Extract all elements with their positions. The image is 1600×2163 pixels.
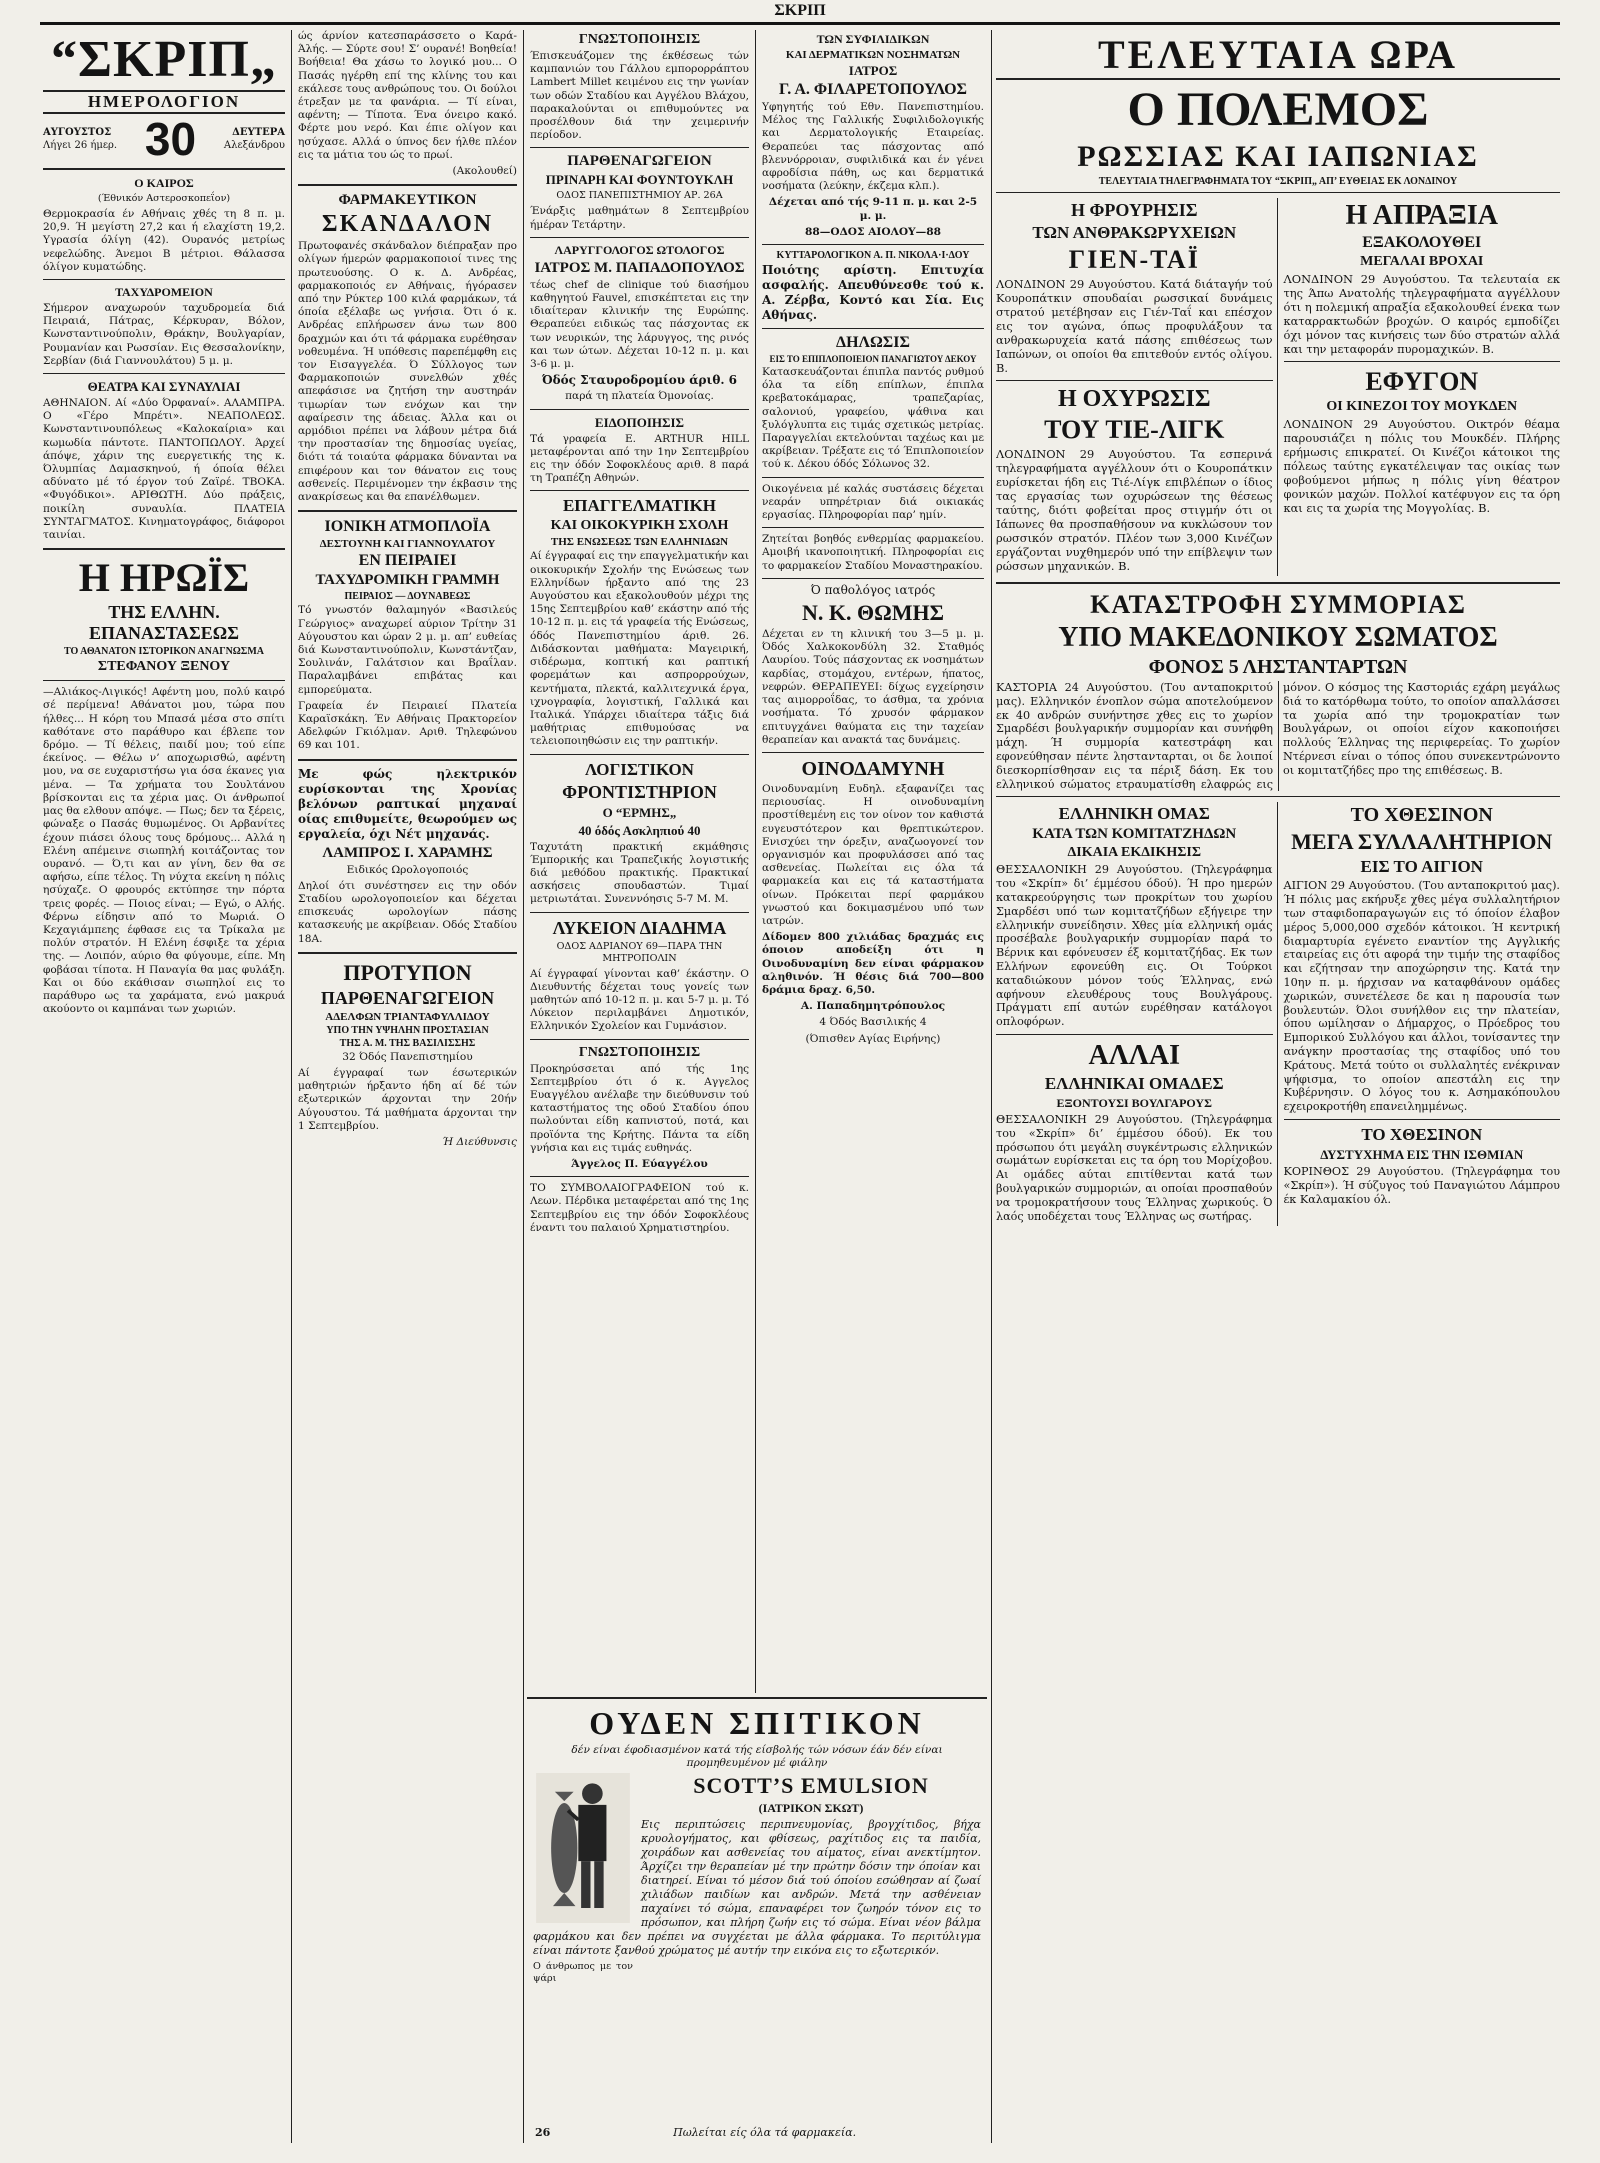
accounting-address: 40 όδός Ασκληπιού 40 <box>578 822 701 838</box>
column-5-news <box>996 30 1560 2143</box>
ent-address: Όδός Σταυροδρομίου άριθ. 6 <box>541 373 738 388</box>
pharmacy-assistant-ad: Ζητείται βοηθός ενθερμίας φαρμακείου. Αμοιβή ικανοποιητική. Πληροφορίαι εις το φαρμακείον Σταδίου Μοναστηρακίου. <box>762 533 984 572</box>
cytology-text: Ποιότης αρίστη. Επιτυχία ασφαλής. Απευθύνεσθε τού κ. Α. Ζέρβα, Κοντό και Σία. Εις Αθήνας. <box>762 263 984 323</box>
column-divider <box>523 30 524 2143</box>
serial-kicker: ΤΟ ΑΘΑΝΑΤΟΝ ΙΣΤΟΡΙΚΟΝ ΑΝΑΓΝΩΣΜΑ <box>63 646 265 658</box>
wine-tonic-address-note: (Όπισθεν Αγίας Ειρήνης) <box>805 1032 941 1045</box>
wine-tonic-offer: Δίδομεν 800 χιλιάδας δραχμάς εις όποιον αποδείξη ότι η Οινοδυναμίνη δεν είναι φάρμακον αληθινόν. Ή θέσις διά 700—800 δράμια δραχ. 6,50. <box>762 931 984 996</box>
lyceum-title: ΛΥΚΕΙΟΝ ΔΙΑΔΗΜΑ <box>552 917 727 938</box>
shipping-contact: Γραφεία έν Πειραιεί Πλατεία Καραϊσκάκη. Έν Αθήναις Πρακτορείον Αδελφών Γκιόλμαν. Αριθ. Τηλεφώνου 69 και 101. <box>298 699 517 752</box>
dermatology-address: 88—ΟΔΟΣ ΑΙΟΛΟΥ—88 <box>805 225 941 238</box>
gang-text: ΚΑΣΤΟΡΙΑ 24 Αυγούστου. (Του ανταποκριτού μας). Ελληνικόν ένοπλον σώμα αποτελούμενον εκ 40 ανδρών συνήντησε χθες εις το χωρίον Σμαρδέσι βουλγαρικήν συμμορίαν και συνήφθη μάχη. Ή συμμορία κατεστράφη και εφονεύθησαν πέντε ληστανταρται, οι δε λοιποί διεσκορπίσθησαν εις τα πέριξ δάση. Εκ του ελληνικού σώματος ετραυματίσθη ελαφρώς εις μόνον. Ο κόσμος της Καστοριάς εχάρη μεγάλως διά το κατόρθωμα τούτο, το οποίον απαλλάσσει τα χωρία από την τρομοκρατίαν των Βουλγάρων, οι οποίοι είχον κακοποιήσει πολλούς Έλληνας της περιφερείας. Το χωρίον Ντέρνεσι είναι ο τόπος όπου συνεκεντρώνοντο οι κομιτατζήδες προ της επιθέσεως. Β. <box>996 681 1560 791</box>
top-rule <box>40 22 1560 25</box>
other-bands-kicker: ΕΞΟΝΤΟΥΣΙ ΒΟΥΛΓΑΡΟΥΣ <box>1056 1095 1212 1110</box>
serial-continued-note: (Ακολουθεί) <box>452 165 517 178</box>
sewing-ad: Με φώς ηλεκτρικόν ευρίσκονται της Χρονίας βελόνων ραπτικαί μηχαναί οίας επιθυμείτε, θεωρούμεν ως εργαλεία, όχι Νέτ μηχανάς. <box>298 766 517 841</box>
ad-footer-text: Πωλείται είς όλα τά φαρμακεία. <box>673 2126 857 2139</box>
second-notice-title: ΓΝΩΣΤΟΠΟΙΗΣΙΣ <box>578 1044 701 1060</box>
gang-title: ΚΑΤΑΣΤΡΟΦΗ ΣΥΜΜΟΡΙΑΣ <box>1090 590 1466 619</box>
war-kicker: ΤΕΛΕΥΤΑΙΑ ΤΗΛΕΓΡΑΦΗΜΑΤΑ ΤΟΥ “ΣΚΡΙΠ„ ΑΠ’ ΕΥΘΕΙΑΣ ΕΚ ΛΟΝΔΙΝΟΥ <box>1098 176 1458 187</box>
running-head: ΣΚΡΙΠ <box>774 2 826 19</box>
pathologist-name: Ν. Κ. ΘΩΜΗΣ <box>802 600 944 626</box>
column-divider <box>755 30 756 1693</box>
lyceum-text: Αί έγγραφαί γίνονται καθ’ έκάστην. Ο Διευθυντής δέχεται τους γονείς των μαθητών από 10-12 π. μ. και 5-7 μ. μ. Τό Λύκειον περιλαμβάνει Δημοτικόν, Ελληνικόν Σχολείον και Γυμνάσιον. <box>530 967 749 1033</box>
vocational-school-text: Αί έγγραφαί εις την επαγγελματικήν και οικοκυρικήν Σχολήν της Ενώσεως των Ελληνίδων ήρξαντο από της 23 Αυγούστου και εξακολουθούν μέχρι της 15ης Σεπτεμβρίου καθ’ εκάστην από τής 10-12 π. μ. εις τά γραφεία τής Ενώσεως, όδός Πανεπιστημίου άριθ. 26. Διδάσκονται μαθήματα: Μαγειρική, σιδέρωμα, κοπτική και ραπτική φορεμάτων και ασπρορρούχων, κεντήματα, πλεκτά, καλλιτεχνικά έργα, ιχνογραφία, λογιστική, Γαλλικά και Ιταλικά. Υπάρχει ιδιαίτερα τάξις διά μαθήτριας επιθυμούσας να τελειοποιηθώσιν εις την ραπτικήν. <box>530 550 749 748</box>
column-divider <box>291 30 292 2143</box>
cytology-title: ΚΥΤΤΑΡΟΛΟΓΙΚΟΝ Α. Π. ΝΙΚΟΛΑ·Ι·ΔΟΥ <box>776 250 970 262</box>
shipping-line: ΤΑΧΥΔΡΟΜΙΚΗ ΓΡΑΜΜΗ <box>315 572 500 589</box>
calendar-month: ΑΥΓΟΥΣΤΟΣ <box>43 127 112 138</box>
post-text: Σήμερον αναχωρούν ταχυδρομεία διά Πειραιά, Πάτρας, Κέρκυραν, Βόλον, Κωνσταντινούπολιν, Θράκην, Βουλγαρίαν, Ρουμανίαν και Ρωσσίαν. Εις Θεσσαλονίκην, Σερβίαν (διά Γιαννουλάτου) 5 μ. μ. <box>43 302 285 367</box>
ent-title: ΛΑΡΥΓΓΟΛΟΓΟΣ ΩΤΟΛΟΓΟΣ <box>554 242 725 257</box>
dermatology-title: ΤΩΝ ΣΥΦΙΛΙΔΙΚΩΝ <box>816 32 930 46</box>
pharmacy-headline: ΣΚΑΝΔΑΛΟΝ <box>321 211 494 238</box>
other-bands-subtitle: ΕΛΛΗΝΙΚΑΙ ΟΜΑΔΕΣ <box>1044 1073 1224 1093</box>
post-title: ΤΑΧΥΔΡΟΜΕΙΟΝ <box>115 285 213 300</box>
pathologist-role: Ό παθολόγος ιατρός <box>810 582 936 597</box>
column-4 <box>759 30 987 1693</box>
inaction-title: Η ΑΠΡΑΞΙΑ <box>1345 200 1499 231</box>
vocational-school-union: ΤΗΣ ΕΝΩΣΕΩΣ ΤΩΝ ΕΛΛΗΝΙΔΩΝ <box>550 536 729 549</box>
calendar-saint: Αλεξάνδρου <box>223 140 285 151</box>
ad-footer-number: 26 <box>535 2126 551 2139</box>
lyceum-address: ΟΔΟΣ ΑΔΡΙΑΝΟΥ 69—ΠΑΡΑ ΤΗΝ ΜΗΤΡΟΠΟΛΙΝ <box>556 940 723 964</box>
serial-continued-text: ώς άρνίον κατεσπαράσσετο ο Καρά-Άλής. — Σύρτε σου! Σ’ ουρανέ! Βοηθεία! Βοήθεια! Θα χάσω το λογικό μου... Ο Πασάς ηγέρθη επί της κλίνης του και εκάλεσε τους ανθρώπους του. Οι δούλοι έτρεξαν με τα φανάρια. — Τί είναι, αφέντη; — Τίποτα. Ένα όνειρο κακό. Φέρτε μου νερό. Και έπιε ολίγον και ησύχασε. Αλλά ο ύπνος δεν ήλθε πλέον εις τα μάτια του ώς το πρωί. <box>298 30 517 161</box>
watchmaker-name: ΛΑΜΠΡΟΣ Ι. ΧΑΡΑΜΗΣ <box>322 844 493 861</box>
accident-subtitle: ΔΥΣΤΥΧΗΜΑ ΕΙΣ ΤΗΝ ΙΣΘΜΙΑΝ <box>1320 1146 1524 1162</box>
news-notice-title: ΕΙΔΟΠΟΙΗΣΙΣ <box>594 414 685 430</box>
vocational-school-subtitle: ΚΑΙ ΟΙΚΟΚΥΡΙΚΗ ΣΧΟΛΗ <box>550 518 729 534</box>
accident-title: ΤΟ ΧΘΕΣΙΝΟΝ <box>1361 1124 1483 1144</box>
rally-subtitle: ΜΕΓΑ ΣΥΛΛΑΛΗΤΗΡΙΟΝ <box>1291 829 1553 855</box>
greek-band-kicker: ΔΙΚΑΙΑ ΕΚΔΙΚΗΣΙΣ <box>1067 845 1201 861</box>
war-subheadline: ΡΩΣΣΙΑΣ ΚΑΙ ΙΑΠΩΝΙΑΣ <box>1077 140 1479 173</box>
dermatology-doctor-name: Γ. Α. ΦΙΛΑΡΕΤΟΠΟΥΛΟΣ <box>778 81 968 98</box>
wine-tonic-address: 4 Όδός Βασιλικής 4 <box>819 1016 927 1029</box>
notice-text: Έπισκευάζομεν της έκθέσεως τών καμπανιών του Γάλλου εμπορορράπτου Lambert Millet κειμένου εις την γωνίαν των οδών Σταδίου και Αγγέλου Βλάχου, παρακαλούνται οι επιθυμούντες να προσέλθουν διά την χειμερινήν περίοδον. <box>530 50 749 142</box>
coal-mines-place: ΓΙΕΝ-ΤΑΪ <box>1068 245 1200 274</box>
scotts-emulsion-ad <box>527 1697 987 2145</box>
ent-doctor-name: ΙΑΤΡΟΣ Μ. ΠΑΠΑΔΟΠΟΥΛΟΣ <box>534 259 745 276</box>
greek-band-title: ΕΛΛΗΝΙΚΗ ΟΜΑΣ <box>1058 804 1210 824</box>
maid-wanted-ad: Οικογένεια μέ καλάς συστάσεις δέχεται νεαράν υπηρέτριαν διά οικιακάς εργασίας. Πληροφορίαι παρ’ ημίν. <box>762 482 984 522</box>
notice-title: ΓΝΩΣΤΟΠΟΙΗΣΙΣ <box>578 32 701 47</box>
weather-title: Ο ΚΑΙΡΟΣ <box>134 176 194 190</box>
coal-mines-subtitle: ΤΩΝ ΑΝΘΡΑΚΩΡΥΧΕΙΩΝ <box>1032 223 1237 242</box>
shipping-location: ΕΝ ΠΕΙΡΑΙΕΙ <box>358 552 457 570</box>
school-signature: Ή Διεύθυνσις <box>442 1135 517 1148</box>
paper-logo: “ΣΚΡΙΠ„ <box>51 31 277 88</box>
inaction-subtitle: ΕΞΑΚΟΛΟΥΘΕΙ <box>1362 234 1482 251</box>
pathologist-text: Δέχεται εν τη κλινική του 3—5 μ. μ. Όδός Χαλκοκονδύλη 32. Σταθμός Λαυρίου. Τούς πάσχοντας εκ νοσημάτων καρδίας, στομάχου, εντέρων, ήπατος, νεφρών. ΘΕΡΑΠΕΥΕΙ: δίχως εγχείρησιν τας αιμορροΐδας, το άσθμα, τα χρόνια νοσήματα. Τό χρυσόν φάρμακον επιτυγχάνει θαύματα εις την ταχείαν θεραπείαν και ανακτά τας δυνάμεις. <box>762 628 984 746</box>
furniture-text: Κατασκευάζονται έπιπλα παντός ρυθμού όλα τα είδη επίπλων, έπιπλα κρεβατοκάμαρας, τραπεζαρίας, σαλονιού, γραφείου, ψάθινα και ξυλόγλυπτα εις τιμάς σχετικώς μετρίας. Παραγγελίαι εκτελούνται ταχέως και με ακρίβειαν. Τρέξατε εις τό Έπιπλοποιείον τού κ. Δέκου όδός Σόλωνος 32. <box>762 366 984 471</box>
accounting-title: ΛΟΓΙΣΤΙΚΟΝ <box>585 759 694 779</box>
column-2 <box>295 30 520 2143</box>
pharmacy-text: Πρωτοφανές σκάνδαλον διέπραξαν προ ολίγων ήμερών φαρμακοποιοί τινες της πρωτευούσης. Ο κ. Δ. Ανδρέας, φαρμακοποιός εν Αθήναις, ήγόρασεν από την Ρύκτερ 100 κιλά φαρμάκων, τά όποία εξέλαβε ως γνήσια. Ότι ό κ. Ανδρέας επλήρωσεν άνω των 800 δραχμών και ότι τά φάρμακα ευρέθησαν νοθευμένα. Ή υπόθεσις παρεπέμφθη εις τον Εισαγγελέα. Ό Σύλλογος των Φαρμακοποιών συνελθών χθές απεφάσισε να ζητήση την αυστηράν τιμωρίαν των ενόχων και την αφαίρεσιν της άδειας. Άλλα και οι αρμόδιοι πρέπει να λάβουν μέτρα διά την προστασίαν της δημοσίας υγείας, διότι τά τοιαύτα φάρμακα δύνανται να επιφέρουν και τον θάνατον εις τους ασθενείς. Περιμένομεν την έκβασιν της ανακρίσεως και θα επανέλθωμεν. <box>298 240 517 504</box>
dermatology-text: Υφηγητής τού Εθν. Πανεπιστημίου. Μέλος της Γαλλικής Συφιλιδολογικής και Δερματολογικής Εταιρείας. Θεραπεύει τας πάσχοντας από βλεννόρροιαν, συφιλιδικά και έν γένει αφροδίσια πάθη, ως και δερματικά νοσήματα (λεύκην, έκζεμα κλπ.). <box>762 101 984 193</box>
war-headline: Ο ΠΟΛΕΜΟΣ <box>1127 83 1429 136</box>
weather-source: (Έθνικόν Αστεροσκοπεΐον) <box>97 193 231 204</box>
ad-illustration-caption: Ο άνθρωπος με τον ψάρι <box>533 1961 633 1985</box>
ad-brand: SCOTT’S EMULSION <box>693 1773 929 1799</box>
dermatology-role: ΙΑΤΡΟΣ <box>848 63 898 78</box>
serial-title: Η ΗΡΩΪΣ <box>78 555 250 601</box>
wine-tonic-title: ΟΙΝΟΔΑΜΥΝΗ <box>801 757 945 780</box>
theatre-title: ΘΕΑΤΡΑ ΚΑΙ ΣΥΝΑΥΛΙΑΙ <box>87 379 241 395</box>
fisherman-illustration <box>533 1773 633 1923</box>
inaction-text: ΛΟΝΔΙΝΟΝ 29 Αυγούστου. Τα τελευταία εκ της Άπω Ανατολής τηλεγραφήματα αγγέλλουν ότι η πολεμική απραξία εξακολουθεί ένεκα των καταρρακτωδών βροχών. Ο καιρός εμποδίζει όχι μόνον τας κινήσεις των δύο στρατών αλλά και την μεταφοράν πυρομαχικών. Β. <box>1283 272 1560 356</box>
serial-subtitle: ΤΗΣ ΕΛΛΗΝ. ΕΠΑΝΑΣΤΑΣΕΩΣ <box>89 602 239 644</box>
fled-text: ΛΟΝΔΙΝΟΝ 29 Αυγούστου. Οικτρόν θέαμα παρουσιάζει η πόλις του Μουκδέν. Πλήρης ερήμωσις επικρατεί. Οι Κινέζοι κάτοικοι της πόλεως ταύτης εγκατέλειψαν τας οικίας των φοβούμενοι μήπως η πόλις γίνη θέατρον φονικών μαχών. Πολλοί κατέφυγον εις τα όρη και εις τα χωρία της Μογγολίας. Β. <box>1283 417 1560 515</box>
fortification-title: Η ΟΧΥΡΩΣΙΣ <box>1057 386 1211 412</box>
shipping-route: ΠΕΙΡΑΙΟΣ — ΔΟΥΝΑΒΕΩΣ <box>344 591 471 603</box>
second-notice-signature: Άγγελος Π. Εύαγγέλου <box>571 1157 708 1170</box>
furniture-subtitle: ΕΙΣ ΤΟ ΕΠΙΠΛΟΠΟΙΕΙΟΝ ΠΑΝΑΓΙΩΤΟΥ ΔΕΚΟΥ <box>769 354 977 365</box>
school-title: ΠΡΟΤΥΠΟΝ <box>343 959 472 985</box>
ent-address-note: παρά τη πλατεία Όμονοίας. <box>565 390 714 403</box>
serial-text: —Αλιάκος-Λιγικός! Αφέντη μου, πολύ καιρό σέ περίμενα! Αθάνατοι μου, τώρα που ήλθες... Η κόρη του Μπασά μέσα στο σπίτι καθότανε στο παράθυρο και έβλεπε τον δρόμο. — Τί θέλεις, παιδί μου; τού είπε έκείνος. — Θέλω ν’ αποχωρισθώ, αφέντη μου, να σε ευχαριστήσω για όσα έκανες για μένα. — Τα χρήματα του Σουλτάνου βρίσκονται εις τα χέρια μας. Οι άνθρωποί μας θα ελθουν απόψε. — Πως; δεν τα ξέρεις, φώναξε ο Πασάς θυμωμένος. Οι Αρβανίτες έχουν πιάσει όλους τους δρόμους... Αλλά η Ελένη απέμεινε σιωπηλή κοιτάζοντας τον ουρανό. — Ό,τι και αν γίνη, δεν θα σε αφήσω, είπε τέλος. Τη νύχτα εκείνη η πόλις ησύχαζε. Ο φρουρός εκτύπησε την πόρτα τρεις φορές. — Ποιος είναι; — Εγώ, ο Αλής. Φέρνω είδησιν από το Μωριά. Ο Κεχαγιάμπεης έφθασε εις τα Τρίκαλα με πολύν στρατόν. Η Ελένη έσφιξε τα χέρια της. — Λοιπόν, αύριο θα φύγουμε, είπε. Μη φοβάσαι τίποτα. Η Παναγία θα μας φυλάξη. Και οι δύο εκάθισαν σιωπηλοί εις το παράθυρο ως τα χαράματα, ενώ μακρυά ακούοντο οι καμπάναι των χωριών. <box>43 686 285 1016</box>
ad-title: ΟΥΔΕΝ ΣΠΙΤΙΚΟΝ <box>589 1705 925 1741</box>
ad-footer <box>535 2126 979 2139</box>
greek-band-subtitle: ΚΑΤΑ ΤΩΝ ΚΟΜΙΤΑΤΖΗΔΩΝ <box>1032 826 1237 843</box>
furniture-title: ΔΗΛΩΣΙΣ <box>836 334 910 352</box>
theatre-text: ΑΘΗΝΑΙΟΝ. Αί «Δύο Όρφαναί». ΑΛΑΜΠΡΑ. Ο «Γέρο Μπρέτι». ΝΕΑΠΟΛΕΩΣ. Κωνσταντινουπόλεως «Καλοκαίρια» και κωμωδία πάντοτε. ΠΑΝΤΟΠΩΛΟΥ. Άρχεί άπόψε, χάριν της ευεργετικής της κ. Όλυμπίας Δαμασκηνού, ή όποία θέλει αδύνατο μέ τό έργον τού Ζαϊρέ. ΤΒΟΚΑ. «Φυγόδικοι». ΑΡΙΘΩΤΗ. Δύο πράξεις, ποικίλη συναυλία. ΠΛΑΤΕΙΑ ΣΥΝΤΑΓΜΑΤΟΣ. Κινηματογράφος, διάφοροι ταινίαι. <box>43 397 285 542</box>
inaction-rain: ΜΕΓΑΛΑΙ ΒΡΟΧΑΙ <box>1360 254 1484 269</box>
girls-school-owners: ΠΡΙΝΑΡΗ ΚΑΙ ΦΟΥΝΤΟΥΚΛΗ <box>545 172 734 188</box>
ad-lead: δέν είναι έφοδιασμένον κατά τής είσβολής τών νόσων έάν δέν είναι προμηθευμένον μέ φιάλην <box>571 1744 943 1770</box>
school-subtitle: ΠΑΡΘΕΝΑΓΩΓΕΙΟΝ <box>320 987 495 1008</box>
coal-mines-title: Η ΦΡΟΥΡΗΣΙΣ <box>1071 200 1198 220</box>
vocational-school-title: ΕΠΑΓΓΕΛΜΑΤΙΚΗ <box>562 496 717 516</box>
shipping-text: Τό γνωστόν θαλαμηγόν «Βασιλεύς Γεώργιος» αναχωρεί αύριον Τρίτην 31 Αύγουστου και ώραν 2 μ. μ. απ’ ευθείας διά Κωνσταντινούπολιν, Κωνστάντζαν, Σουλινάν, Γαλάτσιον και Βραΐλαν. Παραλαμβάνει επιβάτας και εμπορεύματα. <box>298 604 517 696</box>
fortification-subtitle: ΤΟΥ ΤΙΕ-ΛΙΓΚ <box>1044 415 1225 444</box>
greek-band-text: ΘΕΣΣΑΛΟΝΙΚΗ 29 Αυγούστου. (Τηλεγράφημα του «Σκρίπ» δι’ έμμέσου όδού). Ή προ ημερών κατακρεούργησις των προκρίτων του χωρίου Σμαρδέσι υπό των κομιτατζήδων εξήγειρε την ελληνικήν συνείδησιν. Χθες μία ελληνική ομάς προσέβαλε βουλγαρικήν συμμορίαν παρά το Βέρνικ και εφόνευσεν έξ κομιτατζήδας. Εκ των Ελλήνων εφονεύθη εις. Οι Τούρκοι καταδιώκουν μόνον τούς Έλληνας, ενώ αφήνουν ελευθέρους τους Βουλγάρους. Πράγματι επί αυτών ευρέθησαν κατάλογοι οπλοφόρων. <box>996 863 1273 1029</box>
column-divider <box>991 30 992 2143</box>
calendar-box <box>43 113 285 165</box>
wine-tonic-text: Οινοδυναμίνη Ευδηλ. εξαφανίζει τας περιουσίας. Η οινοδυναμίνη προστίθεμένη εις τον οίνον τον καθιστά ευγευστότερον και θρεπτικώτερον. Ενισχύει την όρεξιν, αναζωογονεί τον οργανισμόν και προφυλάσσει από τας ασθενείας. Πωλείται εις όλα τά φαρμακεία και εις τά καταστήματα οίνων. Πρόκειται περί φαρμάκου γνωστού και δοκιμασμένου υπό των ιατρών. <box>762 782 984 927</box>
school-owners: ΑΔΕΛΦΩΝ ΤΡΙΑΝΤΑΦΥΛΛΙΔΟΥ <box>325 1010 490 1023</box>
shipping-title: ΙΟΝΙΚΗ ΑΤΜΟΠΛΟΪΑ <box>324 518 491 536</box>
fortification-text: ΛΟΝΔΙΝΟΝ 29 Αυγούστου. Τα εσπερινά τηλεγραφήματα αγγέλλουν ότι ο Κουροπάτκιν ευρίσκεται ήδη εις Τιέ-Λίγκ επιβλέπων ο ίδιος τας εργασίας των οχυρώσεων της θέσεως ταύτης, διότι φοβείται προς στιγμήν ότι οι Ιάπωνες θα προσπαθήσουν να κυκλώσουν τον ρωσσικόν στρατόν. Πλέον των 3,000 Κινέζων εργάζονται νυχθημερόν υπό την επίβλεψιν των ρώσσων μηχανικών. Β. <box>996 447 1273 573</box>
watchmaker-text: Δηλοί ότι συνέστησεν εις την οδόν Σταδίου ωρολογοποιείον και δέχεται επισκευάς ωρολογίων πάσης κατασκευής με ακρίβειαν. Οδός Σταδίου 18Α. <box>298 879 517 945</box>
accident-text: ΚΟΡΙΝΘΟΣ 29 Αυγούστου. (Τηλεγράφημα του «Σκρίπ»). Ή σύζυγος τού Παναγιώτου Λάμπρου έκ Καλαμακίου όλ. <box>1283 1164 1560 1206</box>
calendar-heading: ΗΜΕΡΟΛΟΓΙΟΝ <box>43 90 285 114</box>
calendar-days-left: Λήγει 26 ήμερ. <box>43 140 118 151</box>
fled-title: ΕΦΥΓΟΝ <box>1365 367 1479 396</box>
accounting-name: Ο “ΕΡΜΗΣ„ <box>602 804 677 820</box>
school-address: 32 Όδός Πανεπιστημίου <box>342 1050 473 1063</box>
weather-text: Θερμοκρασία έν Αθήναις χθές τη 8 π. μ. 20,9. Ή μεγίστη 27,2 και ή ελαχίστη 19,2. Υγρασία όλίγη (42). Ουρανός μετρίως νεφελώδης. Άνεμοι Β μέτριοι. Θάλασσα όλίγον κυματώδης. <box>43 208 285 273</box>
last-hour-title: ΤΕΛΕΥΤΑΙΑ ΩΡΑ <box>996 32 1560 80</box>
school-patron: ΤΗΣ Α. Μ. ΤΗΣ ΒΑΣΙΛΙΣΣΗΣ <box>339 1037 476 1049</box>
dermatology-hours: Δέχεται από τής 9-11 π. μ. και 2-5 μ. μ. <box>768 196 978 222</box>
coal-mines-text: ΛΟΝΔΙΝΟΝ 29 Αυγούστου. Κατά διάταγήν τού Κουροπάτκιν σπουδαίαι ρωσσικαί δυνάμεις στρατού μετέβησαν εις Γιέν-Ταΐ και επέσχον εις τον αγώνα, όπως προφυλάξουν τα ανθρακωρυχεία κατά πάσης επιθέσεως των Ιαπώνων, οι οποίοι θα επιτεθούν εντός ολίγου. Β. <box>996 277 1273 375</box>
dermatology-subtitle: ΚΑΙ ΔΕΡΜΑΤΙΚΩΝ ΝΟΣΗΜΑΤΩΝ <box>785 49 961 61</box>
rally-place: ΕΙΣ ΤΟ ΑΙΓΙΟΝ <box>1360 857 1483 877</box>
accounting-subtitle: ΦΡΟΝΤΙΣΤΗΡΙΟΝ <box>562 781 717 802</box>
other-bands-title: ΑΛΛΑΙ <box>1088 1039 1180 1071</box>
shipping-subtitle: ΔΕΣΤΟΥΝΗ ΚΑΙ ΓΙΑΝΝΟΥΛΑΤΟΥ <box>319 538 496 551</box>
school-text: Αί έγγραφαί των έσωτερικών μαθητριών ήρξαντο ήδη αί δέ τών εξωτερικών άρχονται την 20ήν Αύγουστου. Τά μαθήματα άρχονται την 1 Σεπτεμβρίου. <box>298 1066 517 1132</box>
girls-school-address: ΟΔΟΣ ΠΑΝΕΠΙΣΤΗΜΙΟΥ ΑΡ. 26Α <box>556 190 723 202</box>
pharmacy-title: ΦΑΡΜΑΚΕΥΤΙΚΟΝ <box>338 192 477 209</box>
gang-deaths: ΦΟΝΟΣ 5 ΛΗΣΤΑΝΤΑΡΤΩΝ <box>1148 656 1408 678</box>
fled-subtitle: ΟΙ ΚΙΝΕΖΟΙ ΤΟΥ ΜΟΥΚΔΕΝ <box>1326 399 1518 414</box>
rally-text: ΑΙΓΙΟΝ 29 Αυγούστου. (Του ανταποκριτού μας). Ή πόλις μας εκήρυξε χθες μέγα συλλαλητήριον των σταφιδοπαραγωγών εις τό όποίον έλαβον μέρος 5,000,000 σχεδόν κάτοικοι. Ή κεντρική διαμαρτυρία εγένετο εναντίον της Αγγλικής εταιρείας εις ότι αφορά την τιμήν της σταφίδος και εζήτησαν την αποχώρησιν της. Κατά την 10ην π. μ. ήρχισαν να καταφθάνουν ομάδες χωρικών, συνετέλεσε δε και η παρουσία των βουλευτών. Όλοι συνήλθον εις την πλατείαν, όπου ωμίλησαν ο Δήμαρχος, ο Πρόεδρος του Εμπορικού Συλλόγου και άλλοι, τονίσαντες την ανάγκην προστασίας της σταφίδος υπό του Κράτους. Μετά τούτο οι συλλαλητές ενέκριναν ψήφισμα, το οποίον απεστάλη εις την Κυβέρνησιν. Ο λόγος του κ. Ασημακόπουλου εχειροκροτήθη επανειλημμένως. <box>1283 879 1560 1114</box>
ad-brand-subtitle: (ΙΑΤΡΙΚΟΝ ΣΚΩΤ) <box>758 1801 864 1816</box>
accounting-text: Ταχυτάτη πρακτική εκμάθησις Έμπορικής και Τραπεζικής λογιστικής διά μεθόδου πρακτικής. Πρακτικαί ασκήσεις σπουδαστών. Τιμαί μετριωτάται. Συνεννόησις 5-7 Μ. Μ. <box>530 840 749 906</box>
ent-text: τέως chef de clinique τού διασήμου καθηγητού Fauvel, επισκέπτεται εις την ιδιαίτεραν κλινικήν της Ευρώπης. Θεραπεύει ειδικώς τας πάσχοντας εκ των νευρικών, της λάρυγγος, της ρινός και των ώτων. Δέχεται 10-12 π. μ. και 3-6 μ. μ. <box>530 278 749 371</box>
gang-subtitle: ΥΠΟ ΜΑΚΕΔΟΝΙΚΟΥ ΣΩΜΑΤΟΣ <box>1058 622 1498 653</box>
school-patronage: ΥΠΟ ΤΗΝ ΥΨΗΛΗΝ ΠΡΟΣΤΑΣΙΑΝ <box>326 1024 489 1036</box>
wine-tonic-agent: Α. Παπαδημητρόπουλος <box>800 1000 946 1013</box>
other-bands-text: ΘΕΣΣΑΛΟΝΙΚΗ 29 Αυγούστου. (Τηλεγράφημα του «Σκρίπ» δι’ έμμέσου όδού). Εκ του πρόσωπου ότι μεγάλη συγκέντρωσις ελληνικών σωμάτων ευρίσκεται εις τα όρη του Μορίχοβου. Αι ομάδες αύται επιτίθενται κατά των βουλγαρικών συμμοριών, αι οποίαι προσπαθούν να τρομοκρατήσουν τους Έλληνας χωρικούς. Ό λαός υποδέχεται τους Έλληνας ως σωτήρας. <box>996 1112 1273 1223</box>
column-3 <box>527 30 752 1693</box>
girls-school-text: Ένάρξις μαθημάτων 8 Σεπτεμβρίου ήμέραν Τετάρτην. <box>530 205 749 231</box>
rally-title: ΤΟ ΧΘΕΣΙΝΟΝ <box>1350 804 1493 827</box>
ad-body: Εις περιπτώσεις περιπνευμονίας, βρογχίτιδος, βήχα κρυολογήματος, και φθίσεως, ραχίτιδος εις τα παιδία, χοιράδων και ασθενείας του αίματος, είναι ανεκτίμητον. Άρχίζει την θεραπείαν μέ την πρώτην δόσιν την όποίαν και διατηρεί. Είναι τό μέσον διά τού όποίου εσώθησαν αί ζωαί χιλιάδων παιδίων και ανδρών. Μετά την ασθένειαν παχαίνει τό σώμα, επαναφέρει τον ζωηρόν τόνον εις το πρόσωπον, και πλήρη ζωήν εις τό σώμα. Είναι νέον βάλμα φαρμάκου και δεν πρέπει να συγχέεται με άλλα φάρμακα. Το περιτύλιγμα είναι πάντοτε ξανθού χρώματος μέ αυτήν την εικόνα εις το εξωτερικόν. <box>533 1818 981 1958</box>
calendar-day-number: 30 <box>144 113 197 165</box>
girls-school-title: ΠΑΡΘΕΝΑΓΩΓΕΙΟΝ <box>567 153 712 170</box>
notary-notice: ΤΟ ΣΥΜΒΟΛΑΙΟΓΡΑΦΕΙΟΝ τού κ. Λεων. Πέρδικα μεταφέρεται από της 1ης Σεπτεμβρίου εις την όδόν Σοφοκλέους έναντι του παλαιού Χρηματιστηρίου. <box>530 1182 749 1234</box>
watchmaker-role: Ειδικός Ωρολογοποιός <box>346 863 469 876</box>
column-1 <box>40 30 288 2143</box>
calendar-weekday: ΔΕΥΤΕΡΑ <box>232 127 285 138</box>
serial-author: ΣΤΕΦΑΝΟΥ ΞΕΝΟΥ <box>97 659 231 675</box>
news-notice-text: Τά γραφεία Ε. ARTHUR HILL μεταφέρονται από την 1ην Σεπτεμβρίου εις την όδόν Σοφοκλέους αριθ. 8 παρά τη Τραπέζη Αθηνών. <box>530 432 749 485</box>
second-notice-text: Προκηρύσσεται από τής 1ης Σεπτεμβρίου ότι ό κ. Αγγελος Ευαγγέλου ανέλαβε την διεύθυνσιν τού καταστήματος της οδού Σταδίου όπου πωλούνται είδη καπνιστού, ποτά, και προϊόντα της Κρήτης. Πάντα τα είδη γνήσια και εις τιμάς ευθηνάς. <box>530 1062 749 1154</box>
